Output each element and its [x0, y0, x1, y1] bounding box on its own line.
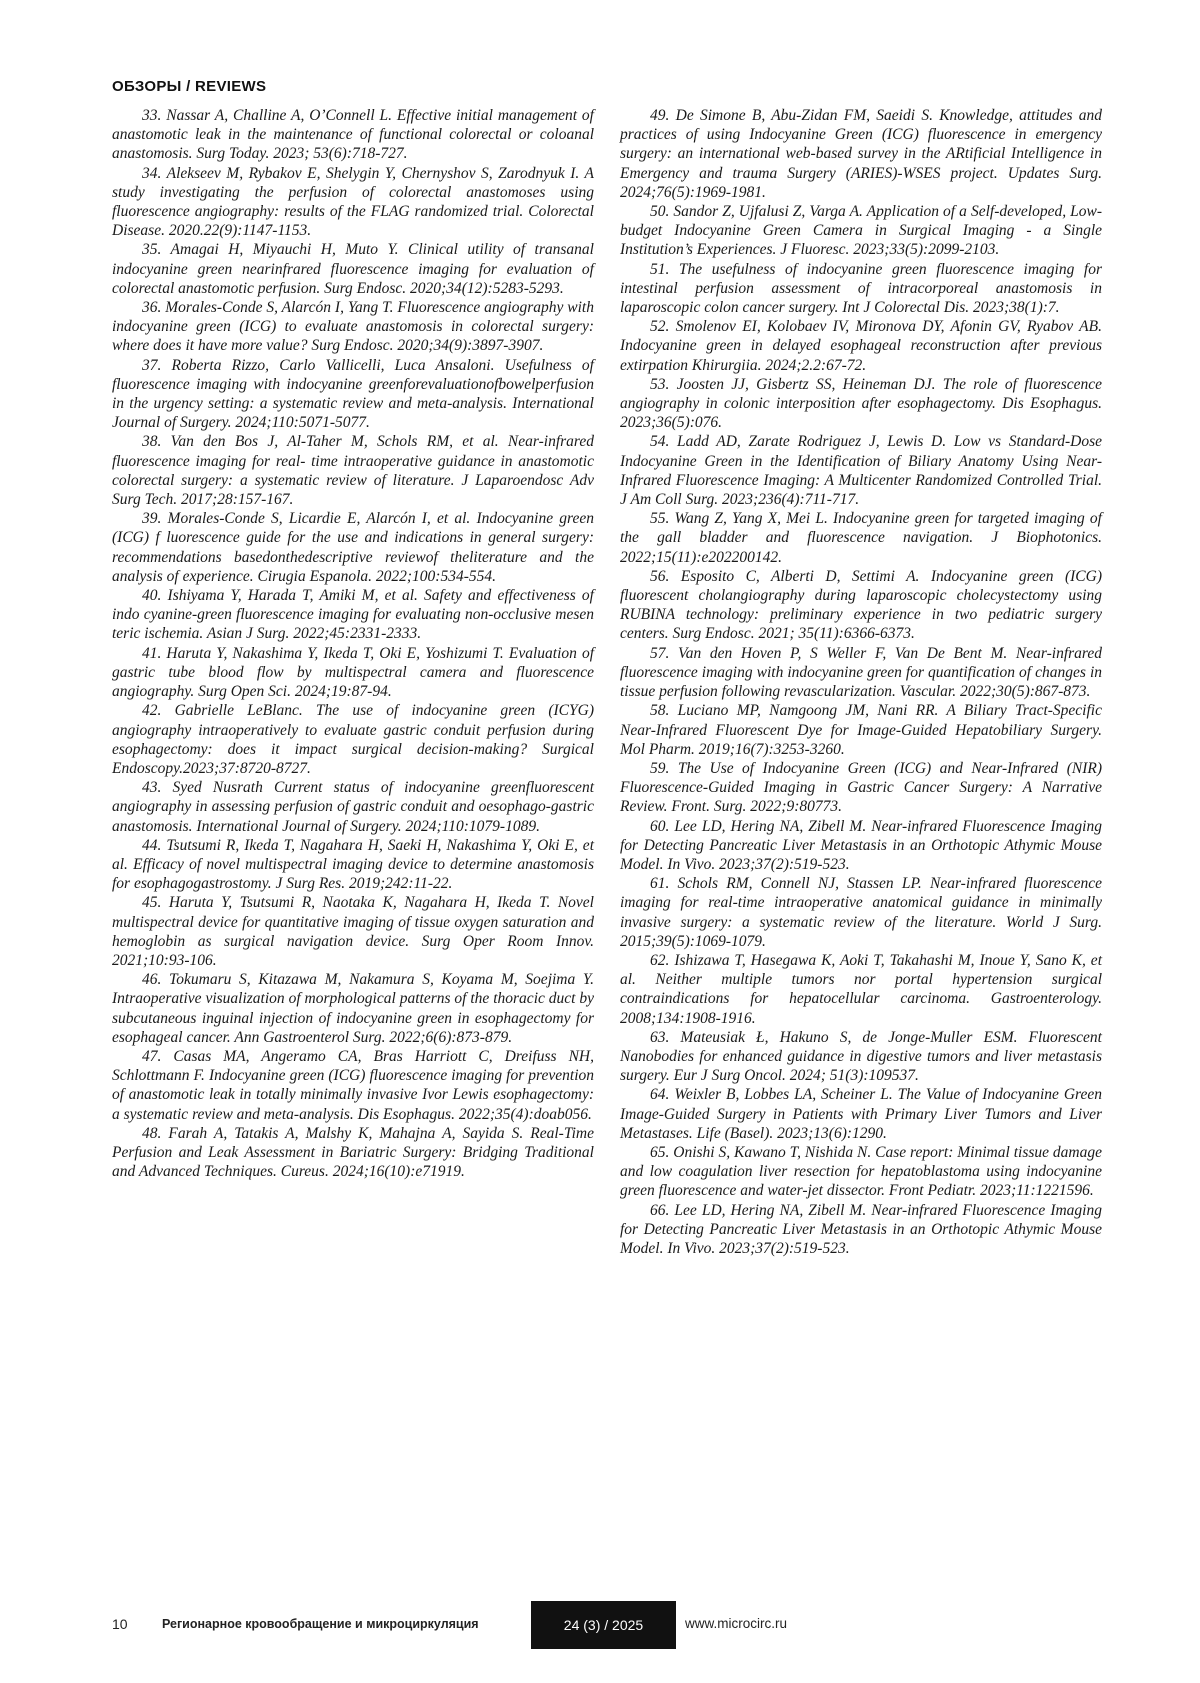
- reference-item: 49. De Simone B, Abu-Zidan FM, Saeidi S. Knowledge, attitudes and practices of using Indocyanine Green (ICG) fluorescence in emergency surgery: an international web-based survey in the ARtificial Intelligence in Emergency and trauma Surgery (ARIES)-WSES project. Updates Surg. 2024;76(5):1969-1981.: [620, 107, 1102, 201]
- reference-item: 36. Morales-Conde S, Alarcón I, Yang T. Fluorescence angiography with indocyanine green (ICG) to evaluate anastomosis in colorectal surgery: where does it have more value? Surg Endosc. 2020;34(9):3897-3907.: [112, 299, 594, 355]
- issue-badge: 24 (3) / 2025: [531, 1601, 676, 1649]
- reference-item: 37. Roberta Rizzo, Carlo Vallicelli, Luca Ansaloni. Usefulness of fluorescence imaging with indocyanine greenforevaluationofbowelperfusion in the urgency setting: a systematic review and meta-analysis. International Journal of Surgery. 2024;110:5071-5077.: [112, 356, 594, 432]
- reference-item: 47. Casas MA, Angeramo CA, Bras Harriott C, Dreifuss NH, Schlottmann F. Indocyanine green (ICG) fluorescence imaging for prevention of anastomotic leak in totally minimally invasive Ivor Lewis esophagectomy: a systematic review and meta-analysis. Dis Esophagus. 2022;35(4):doab056.: [112, 1047, 594, 1123]
- reference-item: 64. Weixler B, Lobbes LA, Scheiner L. The Value of Indocyanine Green Image-Guided Surgery in Patients with Primary Liver Tumors and Liver Metastases. Life (Basel). 2023;13(6):1290.: [620, 1086, 1102, 1142]
- references-column-right: [620, 106, 1102, 1258]
- reference-item: 42. Gabrielle LeBlanc. The use of indocyanine green (ICYG) angiography intraoperatively to evaluate gastric conduit perfusion during esophagectomy: does it impact surgical decision-making? Surgical Endoscopy.2023;37:8720-8727.: [112, 702, 594, 777]
- reference-item: 63. Mateusiak Ł, Hakuno S, de Jonge-Muller ESM. Fluorescent Nanobodies for enhanced guidance in digestive tumors and liver metastasis surgery. Eur J Surg Oncol. 2024; 51(3):109537.: [620, 1028, 1102, 1085]
- reference-item: 60. Lee LD, Hering NA, Zibell M. Near-infrared Fluorescence Imaging for Detecting Pancreatic Liver Metastasis in an Orthotopic Athymic Mouse Model. In Vivo. 2023;37(2):519-523.: [620, 817, 1102, 873]
- reference-item: 45. Haruta Y, Tsutsumi R, Naotaka K, Nagahara H, Ikeda T. Novel multispectral device for quantitative imaging of tissue oxygen saturation and hemoglobin as surgical navigation device. Surg Oper Room Innov. 2021;10:93-106.: [112, 894, 594, 969]
- reference-item: 43. Syed Nusrath Current status of indocyanine greenfluorescent angiography in assessing perfusion of gastric conduit and oesophago-gastric anastomosis. International Journal of Surgery. 2024;110:1079-1089.: [112, 779, 594, 835]
- reference-item: 53. Joosten JJ, Gisbertz SS, Heineman DJ. The role of fluorescence angiography in colonic interposition after esophagectomy. Dis Esophagus. 2023;36(5):076.: [620, 375, 1102, 432]
- reference-item: 33. Nassar A, Challine A, O’Connell L. Effective initial management of anastomotic leak in the maintenance of functional colorectal or coloanal anastomosis. Surg Today. 2023; 53(6):718-727.: [112, 107, 594, 163]
- reference-item: 40. Ishiyama Y, Harada T, Amiki M, et al. Safety and effectiveness of indo cyanine-green fluorescence imaging for evaluating non-occlusive mesen teric ischemia. Asian J Surg. 2022;45:2331-2333.: [112, 587, 594, 643]
- reference-item: 56. Esposito C, Alberti D, Settimi A. Indocyanine green (ICG) fluorescent cholangiography during laparoscopic cholecystectomy using RUBINA technology: preliminary experience in two pediatric surgery centers. Surg Endosc. 2021; 35(11):6366-6373.: [620, 567, 1102, 643]
- website-link[interactable]: www.microcirc.ru: [685, 1616, 788, 1631]
- reference-item: 66. Lee LD, Hering NA, Zibell M. Near-infrared Fluorescence Imaging for Detecting Pancreatic Liver Metastasis in an Orthotopic Athymic Mouse Model. In Vivo. 2023;37(2):519-523.: [620, 1201, 1102, 1257]
- page-footer: [0, 1601, 1200, 1649]
- reference-item: 61. Schols RM, Connell NJ, Stassen LP. Near-infrared fluorescence imaging for real-time intraoperative anatomical guidance in minimally invasive surgery: a systematic review of the literature. World J Surg. 2015;39(5):1069-1079.: [620, 875, 1102, 950]
- page-number: 10: [112, 1616, 128, 1632]
- reference-item: 34. Alekseev M, Rybakov E, Shelygin Y, Chernyshov S, Zarodnyuk I. A study investigating the perfusion of colorectal anastomoses using fluorescence angiography: results of the FLAG randomized trial. Colorectal Disease. 2020.22(9):1147-1153.: [112, 164, 594, 240]
- reference-item: 58. Luciano MP, Namgoong JM, Nani RR. A Biliary Tract-Specific Near-Infrared Fluorescent Dye for Image-Guided Hepatobiliary Surgery. Mol Pharm. 2019;16(7):3253-3260.: [620, 702, 1102, 758]
- reference-item: 52. Smolenov EI, Kolobaev IV, Mironova DY, Afonin GV, Ryabov AB. Indocyanine green in delayed esophageal reconstruction after previous extirpation Khirurgiia. 2024;2.2:67-72.: [620, 318, 1102, 374]
- reference-item: 59. The Use of Indocyanine Green (ICG) and Near-Infrared (NIR) Fluorescence-Guided Imaging in Gastric Cancer Surgery: A Narrative Review. Front. Surg. 2022;9:80773.: [620, 759, 1102, 816]
- reference-item: 55. Wang Z, Yang X, Mei L. Indocyanine green for targeted imaging of the gall bladder and fluorescence navigation. J Biophotonics. 2022;15(11):e202200142.: [620, 510, 1102, 566]
- reference-item: 39. Morales-Conde S, Licardie E, Alarcón I, et al. Indocyanine green (ICG) f luorescence guide for the use and indications in general surgery: recommendations basedonthedescriptive reviewof theliterature and the analysis of experience. Cirugia Espanola. 2022;100:534-554.: [112, 510, 594, 585]
- reference-item: 48. Farah A, Tatakis A, Malshy K, Mahajna A, Sayida S. Real-Time Perfusion and Leak Assessment in Bariatric Surgery: Bridging Traditional and Advanced Techniques. Cureus. 2024;16(10):e71919.: [112, 1124, 594, 1181]
- reference-item: 65. Onishi S, Kawano T, Nishida N. Case report: Minimal tissue damage and low coagulation liver resection for hepatoblastoma using indocyanine green fluorescence and water-jet dissector. Front Pediatr. 2023;11:1221596.: [620, 1143, 1102, 1200]
- journal-title: Регионарное кровообращение и микроциркуляция: [162, 1617, 479, 1631]
- reference-item: 54. Ladd AD, Zarate Rodriguez J, Lewis D. Low vs Standard-Dose Indocyanine Green in the Identification of Biliary Anatomy Using Near-Infrared Fluorescence Imaging: A Multicenter Randomized Controlled Trial. J Am Coll Surg. 2023;236(4):711-717.: [620, 433, 1102, 509]
- reference-item: 44. Tsutsumi R, Ikeda T, Nagahara H, Saeki H, Nakashima Y, Oki E, et al. Efficacy of novel multispectral imaging device to determine anastomosis for esophagogastrostomy. J Surg Res. 2019;242:11-22.: [112, 836, 594, 893]
- reference-item: 46. Tokumaru S, Kitazawa M, Nakamura S, Koyama M, Soejima Y. Intraoperative visualization of morphological patterns of the thoracic duct by subcutaneous inguinal injection of indocyanine green in esophagectomy for esophageal cancer. Ann Gastroenterol Surg. 2022;6(6):873-879.: [112, 971, 594, 1046]
- reference-item: 51. The usefulness of indocyanine green fluorescence imaging for intestinal perfusion assessment of intracorporeal anastomosis in laparoscopic colon cancer surgery. Int J Colorectal Dis. 2023;38(1):7.: [620, 260, 1102, 317]
- reference-item: 38. Van den Bos J, Al-Taher M, Schols RM, et al. Near-infrared fluorescence imaging for real- time intraoperative guidance in anastomotic colorectal surgery: a systematic review of literature. J Laparoendosc Adv Surg Tech. 2017;28:157-167.: [112, 433, 594, 509]
- reference-item: 41. Haruta Y, Nakashima Y, Ikeda T, Oki E, Yoshizumi T. Evaluation of gastric tube blood flow by multispectral camera and fluorescence angiography. Surg Open Sci. 2024;19:87-94.: [112, 644, 594, 701]
- references-column-left: [112, 106, 594, 1181]
- reference-item: 62. Ishizawa T, Hasegawa K, Aoki T, Takahashi M, Inoue Y, Sano K, et al. Neither multiple tumors nor portal hypertension surgical contraindications for hepatocellular carcinoma. Gastroenterology. 2008;134:1908-1916.: [620, 951, 1102, 1027]
- reference-item: 35. Amagai H, Miyauchi H, Muto Y. Clinical utility of transanal indocyanine green nearinfrared fluorescence imaging for evaluation of colorectal anastomotic perfusion. Surg Endosc. 2020;34(12):5283-5293.: [112, 241, 594, 297]
- reference-item: 50. Sandor Z, Ujfalusi Z, Varga A. Application of a Self-developed, Low-budget Indocyanine Green Camera in Surgical Imaging - a Single Institution’s Experiences. J Fluoresc. 2023;33(5):2099-2103.: [620, 203, 1102, 259]
- section-label: ОБЗОРЫ / REVIEWS: [112, 78, 267, 95]
- reference-item: 57. Van den Hoven P, S Weller F, Van De Bent M. Near-infrared fluorescence imaging with indocyanine green for quantification of changes in tissue perfusion following revascularization. Vascular. 2022;30(5):867-873.: [620, 644, 1102, 701]
